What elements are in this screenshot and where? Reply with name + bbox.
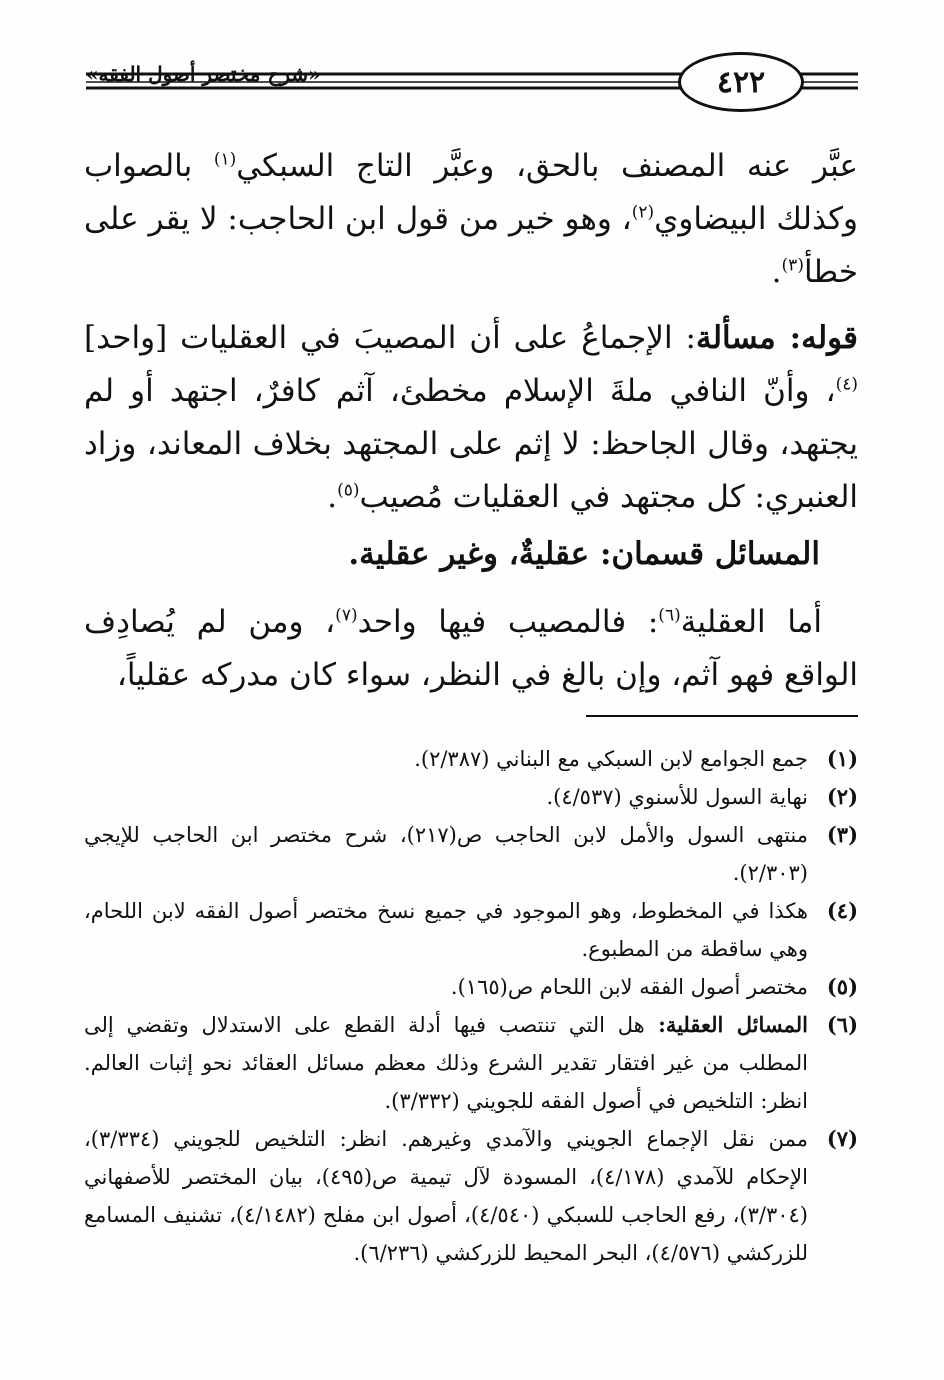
footnote-2 (84, 778, 858, 816)
footnote-text: نهاية السول للأسنوي (٤/٥٣٧). (546, 785, 808, 809)
section-heading: المسائل قسمان: عقليةٌ، وغير عقلية. (348, 536, 820, 572)
footnote-number: (٥) (826, 974, 858, 999)
paragraph-2 (84, 312, 858, 524)
footnote-text: جمع الجوامع لابن السبكي مع البناني (٢/٣٨٧). (414, 747, 808, 771)
footnote-bold: المسائل العقلية: (644, 1012, 808, 1037)
paragraph-4 (84, 596, 858, 702)
text-run: ، ومن لم يُصادِف الواقع فهو آثم، وإن بالغ في النظر، سواء كان مدركه عقلياً، (84, 604, 858, 693)
text-run: أما العقلية (680, 604, 822, 640)
footnote-ref-5[interactable]: (٥) (337, 480, 360, 501)
footnote-ref-7[interactable]: (٧) (335, 605, 358, 626)
text-run: : فالمصيب فيها واحد (357, 604, 659, 640)
lead-word-issue: مسألة (695, 320, 776, 356)
footnote-ref-6[interactable]: (٦) (658, 605, 681, 626)
footnote-1 (84, 740, 858, 778)
footnote-number: (٦) (826, 1012, 858, 1037)
footnote-number: (٢) (826, 784, 858, 809)
paragraph-1 (84, 140, 858, 299)
text-run: : الإجماعُ على أن المصيبَ في العقليات [واحد] (84, 320, 696, 356)
text-run: عبَّر عنه المصنف بالحق، وعبَّر التاج السبكي (236, 148, 858, 184)
footnote-text: منتهى السول والأمل لابن الحاجب ص(٢١٧)، شرح مختصر ابن الحاجب للإيجي (٢/٣٠٣). (84, 823, 808, 885)
book-title: «شرح مختصر أصول الفقه» (86, 62, 321, 86)
page-number: ٤٢٢ (678, 52, 804, 112)
footnote-text: ممن نقل الإجماع الجويني والآمدي وغيرهم. انظر: التلخيص للجويني (٣/٣٣٤)، الإحكام للآمدي (٤/١٧٨)، المسودة لآل تيمية ص(٤٩٥)، بيان المختصر للأصفهاني (٣/٣٠٤)، رفع الحاجب للسبكي (٤/٥٤٠)، أصول ابن مفلح (٤/١٤٨٢)، تشنيف المسامع للزركشي (٤/٥٧٦)، البحر المحيط للزركشي (٦/٢٣٦). (84, 1127, 808, 1265)
lead-word: قوله: (775, 320, 858, 356)
text-run: ، وأنّ النافي ملةَ الإسلام مخطئ، آثم كافرٌ، اجتهد أو لم يجتهد، وقال الجاحظ: لا إثم على المجتهد بخلاف المعاند، وزاد العنبري: كل مجتهد في العقليات مُصيب (84, 373, 858, 515)
footnote-text: مختصر أصول الفقه لابن اللحام ص(١٦٥). (450, 975, 808, 999)
footnote-3 (84, 816, 858, 892)
footnote-5 (84, 968, 858, 1006)
footnote-7 (84, 1120, 858, 1272)
footnote-text: هل التي تنتصب فيها أدلة القطع على الاستدلال وتقضي إلى المطلب من غير افتقار تقدير الشرع وذلك معظم مسائل العقائد نحو إثبات العالم. انظر: التلخيص في أصول الفقه للجويني (٣/٣٣٢). (84, 1013, 808, 1113)
footnote-number: (٤) (826, 898, 858, 923)
footnote-number: (١) (826, 746, 858, 771)
page-header (0, 0, 944, 125)
text-run: ، وهو خير من قول ابن الحاجب: لا يقر على خطأ (84, 201, 858, 290)
text-run: . (327, 479, 338, 515)
footnote-ref-2[interactable]: (٢) (631, 202, 655, 223)
footnote-text: هكذا في المخطوط، وهو الموجود في جميع نسخ مختصر أصول الفقه لابن اللحام، وهي ساقطة من المطبوع. (84, 899, 808, 961)
footnote-4 (84, 892, 858, 968)
footnotes (84, 740, 858, 1272)
footnote-ref-1[interactable]: (١) (213, 149, 237, 170)
footnote-number: (٣) (826, 822, 858, 847)
footnote-ref-4[interactable]: (٤) (835, 374, 858, 395)
footnote-ref-3[interactable]: (٣) (781, 255, 804, 276)
text-run: . (771, 254, 782, 290)
footnote-number: (٧) (826, 1126, 858, 1151)
text-run: بالصواب وكذلك البيضاوي (84, 148, 858, 237)
footnote-separator (586, 715, 858, 717)
footnote-6 (84, 1006, 858, 1120)
